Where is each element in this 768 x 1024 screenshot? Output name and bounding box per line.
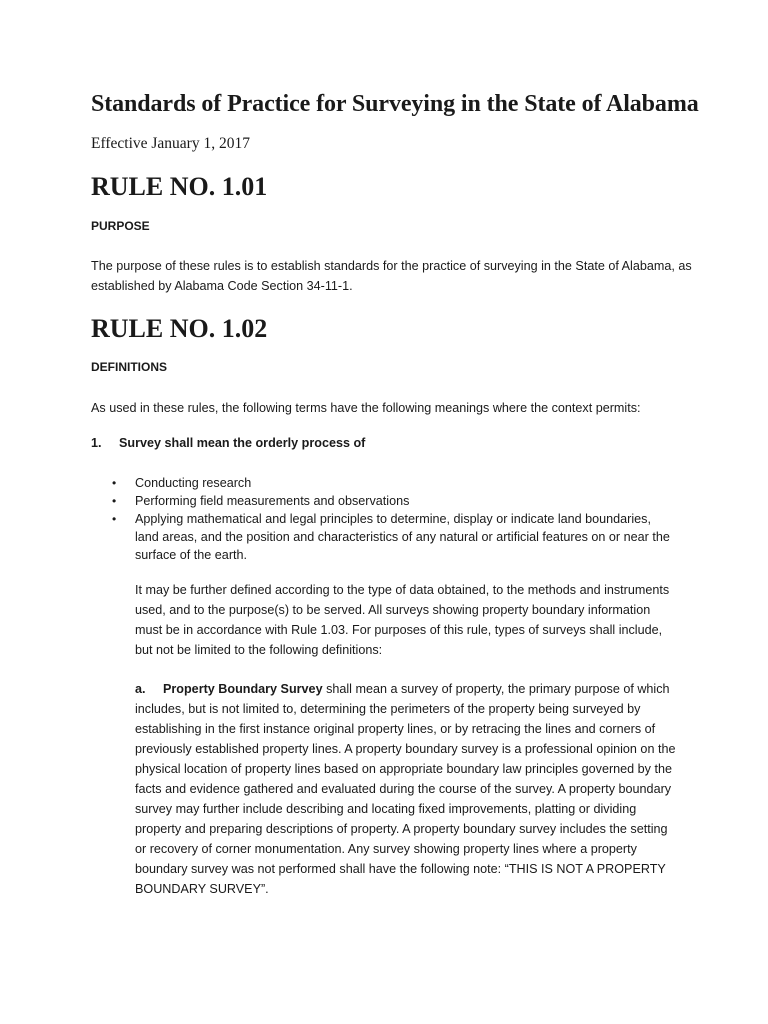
list-item-text: Performing field measurements and observations — [135, 494, 410, 508]
list-item — [112, 474, 672, 492]
document-title: Standards of Practice for Surveying in the State of Alabama — [91, 91, 699, 117]
bullet-icon: • — [112, 512, 117, 526]
list-item — [112, 492, 672, 510]
definition-item-1 — [91, 436, 365, 450]
item-letter: a. — [135, 682, 146, 696]
rule-1-01-heading: RULE NO. 1.01 — [91, 172, 268, 201]
list-item-text: Conducting research — [135, 476, 252, 490]
defined-term: Property Boundary Survey — [163, 682, 323, 696]
survey-process-list — [112, 474, 672, 564]
survey-types-paragraph: It may be further defined according to the type of data obtained, to the methods and instruments used, and to the purpose(s) to be served. All surveys showing property boundary information must be in accordance with Rule 1.03. For purposes of this rule, types of surveys shall include, but not be limited to the following definitions: — [135, 583, 670, 657]
list-item-text: Applying mathematical and legal principles to determine, display or indicate land boundaries, land areas, and the position and characteristics of any natural or artificial features on or near the surface of the earth. — [135, 512, 670, 562]
bullet-icon: • — [112, 476, 117, 490]
definitions-intro: As used in these rules, the following terms have the following meanings where the context permits: — [91, 401, 641, 415]
definition-text: shall mean a survey of property, the primary purpose of which includes, but is not limited to, determining the perimeters of the property being surveyed by establishing in the first instance original property lines, or by retracing the lines and corners of previously established property lines. A property boundary survey is a professional opinion on the physical location of property lines based on appropriate boundary law principles governed by the facts and evidence gathered and evaluated during the course of the survey. A property boundary survey may further include describing and locating fixed improvements, platting or dividing property and preparing descriptions of property. A property boundary survey includes the setting or recovery of corner monumentation. Any survey showing property lines where a property boundary survey was not performed shall have the following note: “THIS IS NOT A PROPERTY BOUNDARY SURVEY”. — [135, 682, 676, 896]
effective-date: Effective January 1, 2017 — [91, 135, 250, 152]
property-boundary-survey-definition — [135, 679, 680, 899]
definitions-label: DEFINITIONS — [91, 360, 168, 374]
purpose-paragraph: The purpose of these rules is to establish standards for the practice of surveying in the State of Alabama, as established by Alabama Code Section 34-11-1. — [91, 259, 692, 293]
rule-1-02-heading: RULE NO. 1.02 — [91, 314, 268, 343]
purpose-label: PURPOSE — [91, 219, 150, 233]
bullet-icon: • — [112, 494, 117, 508]
list-item — [112, 510, 672, 564]
item-text: Survey shall mean the orderly process of — [119, 436, 366, 450]
item-number: 1. — [91, 436, 102, 450]
